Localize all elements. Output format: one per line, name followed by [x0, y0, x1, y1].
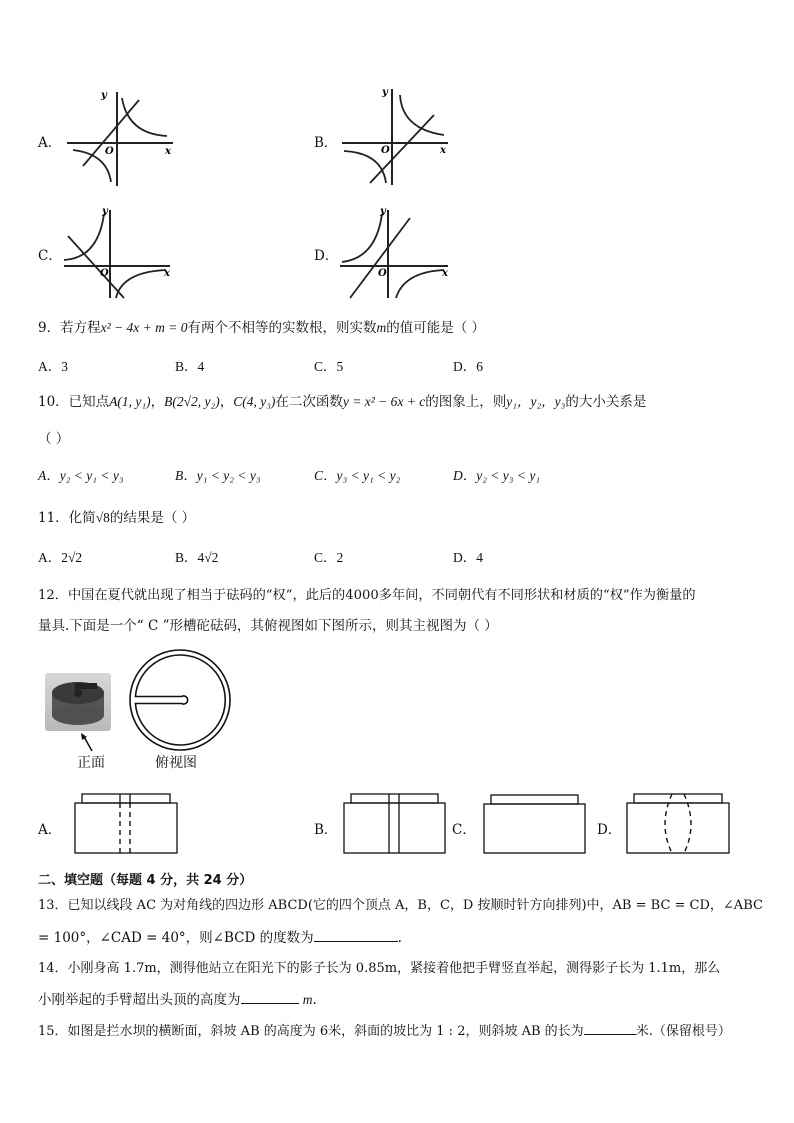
arrow-icon: [80, 733, 96, 753]
q9-option-a[interactable]: A．3: [38, 359, 68, 374]
question-9: 9．若方程x² − 4x + m = 0有两个不相等的实数根，则实数m的值可能是（ ）: [38, 320, 486, 336]
q11-option-c[interactable]: C．2: [314, 550, 344, 565]
axis-y-label: y: [102, 206, 108, 217]
origin-label: O: [105, 146, 114, 157]
question-12-line2: 量具.下面是一个“ C ”形槽砣砝码，其俯视图如下图所示，则其主视图为（ ）: [38, 618, 498, 634]
q12-option-d-label[interactable]: D．: [597, 822, 622, 838]
question-12-line1: 12．中国在夏代就出现了相当于砝码的“权”，此后的4000多年间，不同朝代有不同形状和材质的“权”作为衡量的: [38, 588, 696, 603]
question-10: 10．已知点A(1, y₁)，B(2√2, y₂)，C(4, y₃)在二次函数y = x² − 6x + c的图象上，则y₁，y₂，y₃的大小关系是: [38, 394, 647, 410]
q9-equation: x² − 4x + m = 0: [100, 320, 188, 335]
q9-option-b[interactable]: B．4: [175, 359, 205, 374]
option-c-label[interactable]: C．: [38, 248, 62, 264]
origin-label: O: [381, 145, 390, 156]
axis-x-label: x: [164, 268, 170, 279]
axis-x-label: x: [440, 145, 446, 156]
q14-answer-blank[interactable]: [241, 989, 299, 1004]
q12-option-a-figure[interactable]: [74, 793, 179, 855]
caption-top-view: 俯视图: [155, 755, 197, 771]
caption-front: 正面: [77, 755, 105, 771]
q11-option-d[interactable]: D．4: [453, 550, 483, 565]
q11-option-a[interactable]: A．2√2: [38, 550, 83, 565]
q9-option-c[interactable]: C．5: [314, 359, 344, 374]
q12-option-a-label[interactable]: A．: [38, 822, 62, 838]
graph-c[interactable]: [62, 204, 174, 300]
section-fill-blank-title: 二、填空题（每题 4 分，共 24 分）: [38, 873, 253, 888]
question-15: 15．如图是拦水坝的横断面，斜坡 AB 的高度为 6米，斜面的坡比为 1 : 2，则斜坡 AB 的长为 米.（保留根号）: [38, 1020, 731, 1039]
q15-answer-blank[interactable]: [584, 1020, 636, 1035]
q11-option-b[interactable]: B．4√2: [175, 550, 219, 565]
axis-y-label: y: [101, 90, 107, 101]
graph-d[interactable]: [338, 204, 452, 300]
origin-label: O: [100, 268, 109, 279]
origin-label: O: [378, 268, 387, 279]
q9-option-d[interactable]: D．6: [453, 359, 483, 374]
question-13-line2: = 100°，∠CAD = 40°，则∠BCD 的度数为 .: [38, 926, 402, 946]
option-a-label[interactable]: A．: [38, 135, 62, 151]
graph-b[interactable]: [340, 85, 450, 187]
axis-y-label: y: [380, 206, 386, 217]
axis-x-label: x: [165, 146, 171, 157]
top-view-figure: [128, 648, 232, 752]
question-13-line1: 13．已知以线段 AC 为对角线的四边形 ABCD(它的四个顶点 A，B，C，D 按顺时针方向排列)中，AB = BC = CD，∠ABC: [38, 898, 763, 913]
option-b-label[interactable]: B．: [314, 135, 338, 151]
weight-photo: [45, 673, 111, 731]
q10-option-a[interactable]: A．y₂ < y₁ < y₃: [38, 468, 124, 483]
q12-option-b-figure[interactable]: [343, 793, 447, 855]
q12-option-c-figure[interactable]: [483, 794, 587, 855]
q10-paren: （ ）: [38, 431, 70, 447]
q12-option-b-label[interactable]: B．: [314, 822, 338, 838]
q12-option-d-figure[interactable]: [626, 793, 732, 855]
q10-option-b[interactable]: B．y₁ < y₂ < y₃: [175, 468, 261, 483]
weight-photo-image: [45, 673, 111, 731]
question-11: 11．化简√8的结果是（ ）: [38, 510, 196, 526]
axis-x-label: x: [442, 268, 448, 279]
q12-option-c-label[interactable]: C．: [452, 822, 476, 838]
question-14-line2: 小刚举起的手臂超出头顶的高度为 m.: [38, 988, 317, 1008]
q10-option-c[interactable]: C．y₃ < y₁ < y₂: [314, 468, 401, 483]
q13-answer-blank[interactable]: [314, 927, 398, 942]
graph-a[interactable]: [65, 88, 175, 188]
q10-option-d[interactable]: D．y₂ < y₃ < y₁: [453, 468, 541, 483]
axis-y-label: y: [382, 87, 388, 98]
question-14-line1: 14．小刚身高 1.7m，测得他站立在阳光下的影子长为 0.85m，紧接着他把手臂竖直举起，测得影子长为 1.1m，那么: [38, 961, 721, 976]
option-d-label[interactable]: D．: [314, 248, 339, 264]
